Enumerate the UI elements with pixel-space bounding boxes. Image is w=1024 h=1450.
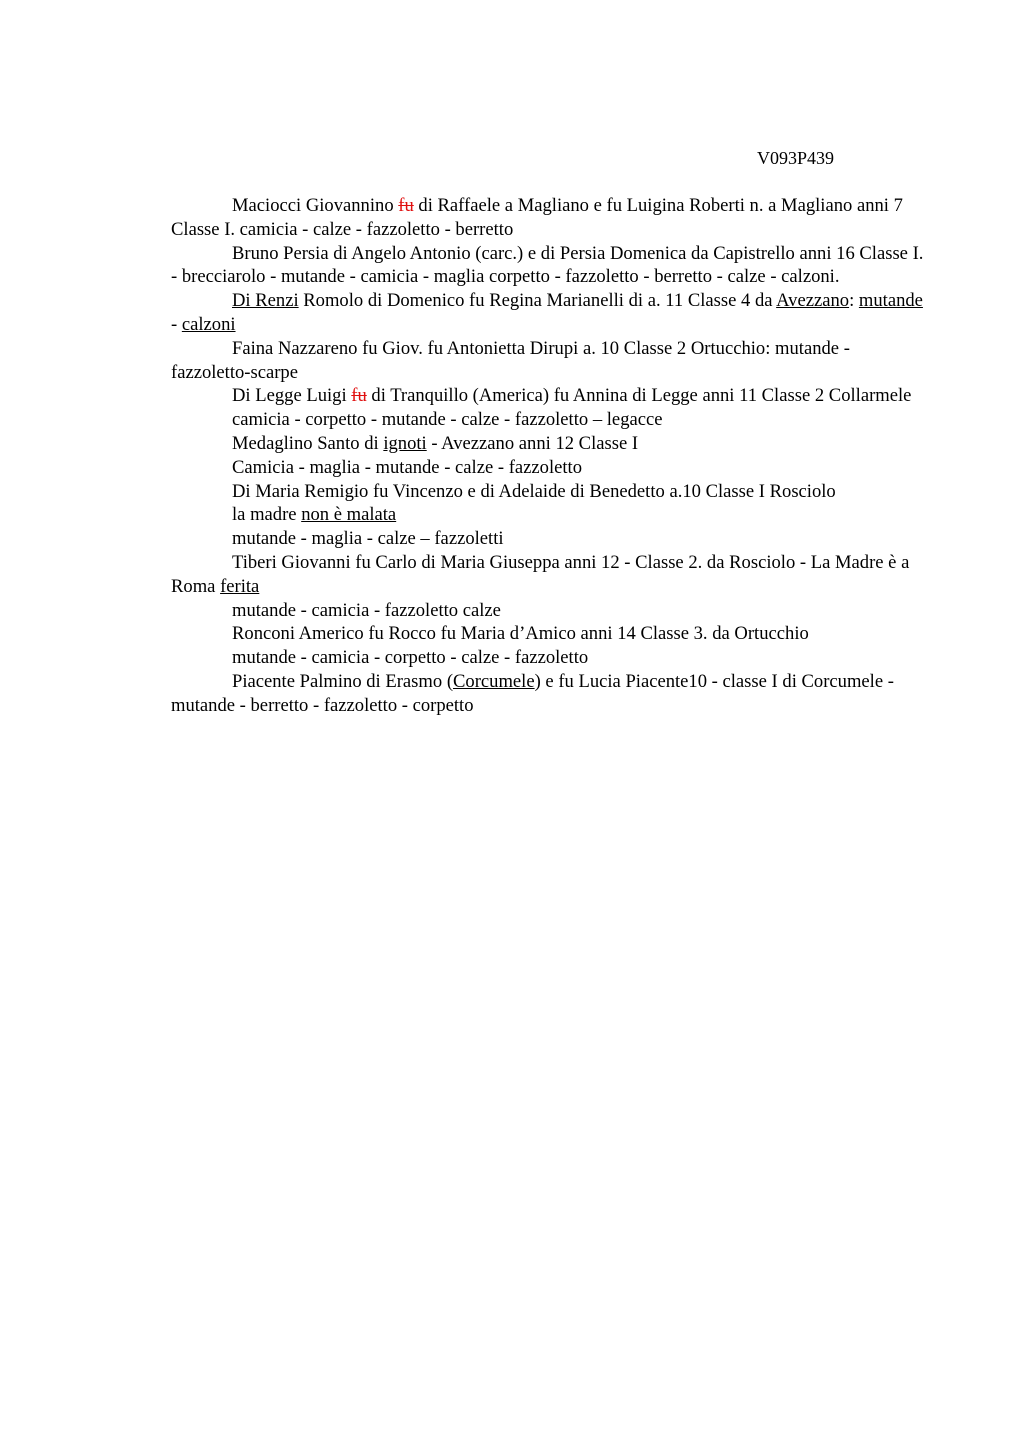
entry-text: di Tranquillo (America) fu Annina di Legge anni 11 Classe 2 Collarmele xyxy=(366,385,912,407)
entry-paragraph xyxy=(171,622,931,646)
entry-paragraph xyxy=(171,551,931,599)
entry-text: Piacente Palmino di Erasmo ( xyxy=(232,670,454,692)
entry-text: Medaglino Santo di xyxy=(232,432,384,454)
entry-paragraph xyxy=(171,337,931,385)
entry-text: mutande - camicia - corpetto - calze - fazzoletto xyxy=(232,647,589,669)
entry-paragraph xyxy=(171,527,931,551)
struck-through-text: fu xyxy=(351,385,367,407)
page-identifier: V093P439 xyxy=(757,148,835,168)
entry-paragraph xyxy=(171,456,931,480)
underlined-text: mutande xyxy=(858,290,923,312)
entry-text: Faina Nazzareno fu Giov. fu Antonietta Dirupi a. 10 Classe 2 Ortucchio: mutande - fazzoletto-scarpe xyxy=(171,337,850,383)
entry-text: di Raffaele a Magliano e fu Luigina Roberti n. a Magliano anni 7 Classe I. camicia - calze - fazzoletto - berretto xyxy=(171,195,903,240)
entry-text: Maciocci Giovannino xyxy=(232,195,399,216)
entry-text: camicia - corpetto - mutande - calze - fazzoletto – legacce xyxy=(232,409,663,431)
entry-paragraph xyxy=(171,384,931,408)
entry-paragraph xyxy=(171,432,931,456)
entry-paragraph xyxy=(171,408,931,432)
entry-text: - xyxy=(171,313,182,335)
entry-text: Bruno Persia di Angelo Antonio (carc.) e di Persia Domenica da Capistrello anni 16 Classe I. - brecciarolo - mutande - camicia - maglia corpetto - fazzoletto - berretto - calze - calzoni. xyxy=(171,242,924,288)
entry-paragraph xyxy=(171,503,931,527)
underlined-text: Corcumele xyxy=(453,670,535,692)
underlined-text: Avezzano xyxy=(776,290,850,312)
underlined-text: ignoti xyxy=(383,432,427,454)
entry-text: Tiberi Giovanni fu Carlo di Maria Giuseppa anni 12 - Classe 2. da Rosciolo - La Madre è a Roma xyxy=(171,551,910,597)
entry-paragraph xyxy=(171,646,931,670)
entry-text: Di Legge Luigi xyxy=(232,385,352,407)
entry-text: Romolo di Domenico fu Regina Marianelli di a. 11 Classe 4 da xyxy=(298,290,777,312)
entry-text: Di Maria Remigio fu Vincenzo e di Adelaide di Benedetto a.10 Classe I Rosciolo xyxy=(232,480,836,502)
entry-paragraph xyxy=(171,670,931,718)
struck-through-text: fu xyxy=(398,195,414,216)
entry-text: Ronconi Americo fu Rocco fu Maria d’Amico anni 14 Classe 3. da Ortucchio xyxy=(232,623,809,645)
entry-paragraph xyxy=(171,289,931,337)
entry-paragraph xyxy=(171,242,931,290)
entry-text: ) e fu Lucia Piacente10 - classe I di Corcumele - mutande - berretto - fazzoletto - corpetto xyxy=(171,670,894,716)
entry-text: : xyxy=(849,290,859,312)
underlined-text: calzoni xyxy=(181,313,236,335)
entry-text: - Avezzano anni 12 Classe I xyxy=(426,432,639,454)
entry-text: mutande - camicia - fazzoletto calze xyxy=(232,599,501,621)
underlined-text: ferita xyxy=(220,575,260,597)
entry-paragraph xyxy=(171,480,931,504)
document-body xyxy=(171,194,931,718)
entry-text: la madre xyxy=(232,504,302,526)
entry-paragraph xyxy=(171,194,931,242)
entry-text: mutande - maglia - calze – fazzoletti xyxy=(232,528,504,550)
entry-paragraph xyxy=(171,599,931,623)
entry-text: Camicia - maglia - mutande - calze - fazzoletto xyxy=(232,456,583,478)
underlined-text: Di Renzi xyxy=(232,290,299,312)
underlined-text: non è malata xyxy=(301,504,397,526)
